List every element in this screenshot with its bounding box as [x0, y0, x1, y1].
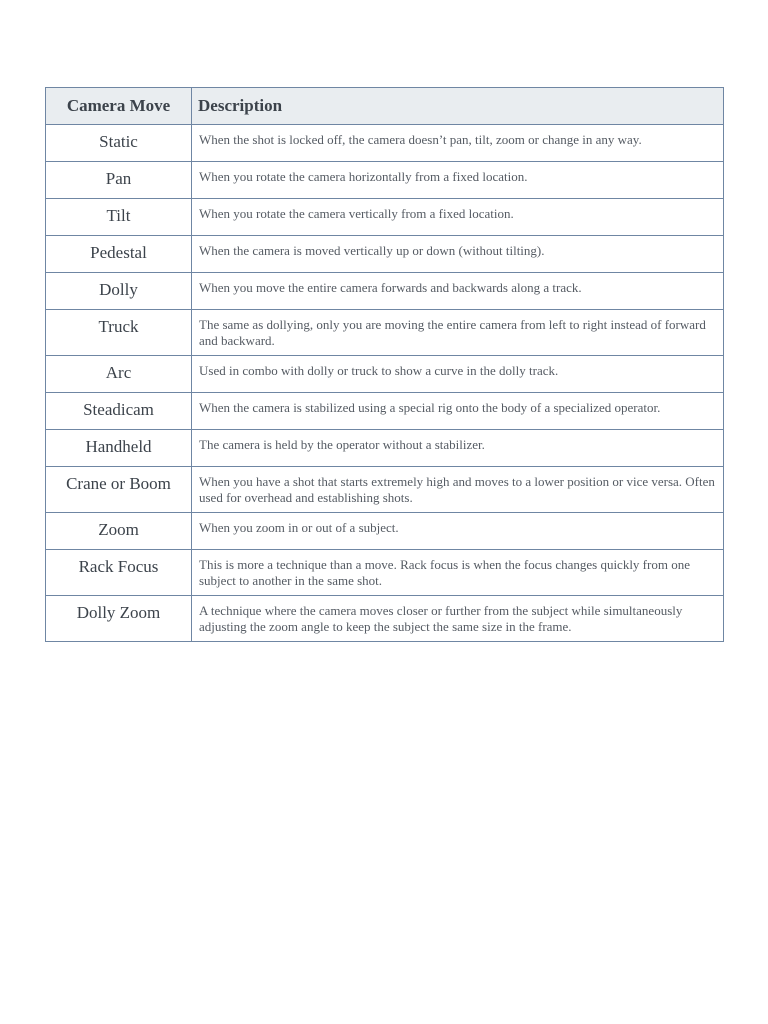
- camera-move-cell: Steadicam: [46, 393, 192, 430]
- description-cell: When you zoom in or out of a subject.: [192, 513, 724, 550]
- camera-move-cell: Pedestal: [46, 236, 192, 273]
- camera-move-cell: Pan: [46, 162, 192, 199]
- table-row: [46, 513, 724, 550]
- camera-move-cell: Handheld: [46, 430, 192, 467]
- description-cell: This is more a technique than a move. Rack focus is when the focus changes quickly from one subject to another in the same shot.: [192, 550, 724, 596]
- camera-move-cell: Arc: [46, 356, 192, 393]
- camera-move-cell: Crane or Boom: [46, 467, 192, 513]
- description-cell: When you move the entire camera forwards and backwards along a track.: [192, 273, 724, 310]
- description-cell: When the camera is stabilized using a special rig onto the body of a specialized operator.: [192, 393, 724, 430]
- table-row: [46, 199, 724, 236]
- camera-move-cell: Zoom: [46, 513, 192, 550]
- table-row: [46, 236, 724, 273]
- table-row: [46, 393, 724, 430]
- table-row: [46, 356, 724, 393]
- description-cell: When you rotate the camera vertically from a fixed location.: [192, 199, 724, 236]
- description-cell: The camera is held by the operator without a stabilizer.: [192, 430, 724, 467]
- table-row: [46, 162, 724, 199]
- description-cell: When the camera is moved vertically up or down (without tilting).: [192, 236, 724, 273]
- camera-move-cell: Rack Focus: [46, 550, 192, 596]
- table-header-row: [46, 88, 724, 125]
- table-row: [46, 125, 724, 162]
- description-cell: A technique where the camera moves closer or further from the subject while simultaneously adjusting the zoom angle to keep the subject the same size in the frame.: [192, 596, 724, 642]
- camera-move-cell: Truck: [46, 310, 192, 356]
- table-row: [46, 430, 724, 467]
- column-header-camera-move: Camera Move: [46, 88, 192, 125]
- table-row: [46, 310, 724, 356]
- camera-move-cell: Dolly Zoom: [46, 596, 192, 642]
- table-row: [46, 596, 724, 642]
- camera-move-cell: Static: [46, 125, 192, 162]
- table-row: [46, 550, 724, 596]
- camera-move-cell: Tilt: [46, 199, 192, 236]
- description-cell: When the shot is locked off, the camera doesn’t pan, tilt, zoom or change in any way.: [192, 125, 724, 162]
- description-cell: The same as dollying, only you are moving the entire camera from left to right instead of forward and backward.: [192, 310, 724, 356]
- description-cell: When you rotate the camera horizontally from a fixed location.: [192, 162, 724, 199]
- table-row: [46, 467, 724, 513]
- column-header-description: Description: [192, 88, 724, 125]
- camera-move-cell: Dolly: [46, 273, 192, 310]
- description-cell: Used in combo with dolly or truck to show a curve in the dolly track.: [192, 356, 724, 393]
- description-cell: When you have a shot that starts extremely high and moves to a lower position or vice versa. Often used for overhead and establishing shots.: [192, 467, 724, 513]
- table-row: [46, 273, 724, 310]
- camera-moves-table: [45, 87, 724, 642]
